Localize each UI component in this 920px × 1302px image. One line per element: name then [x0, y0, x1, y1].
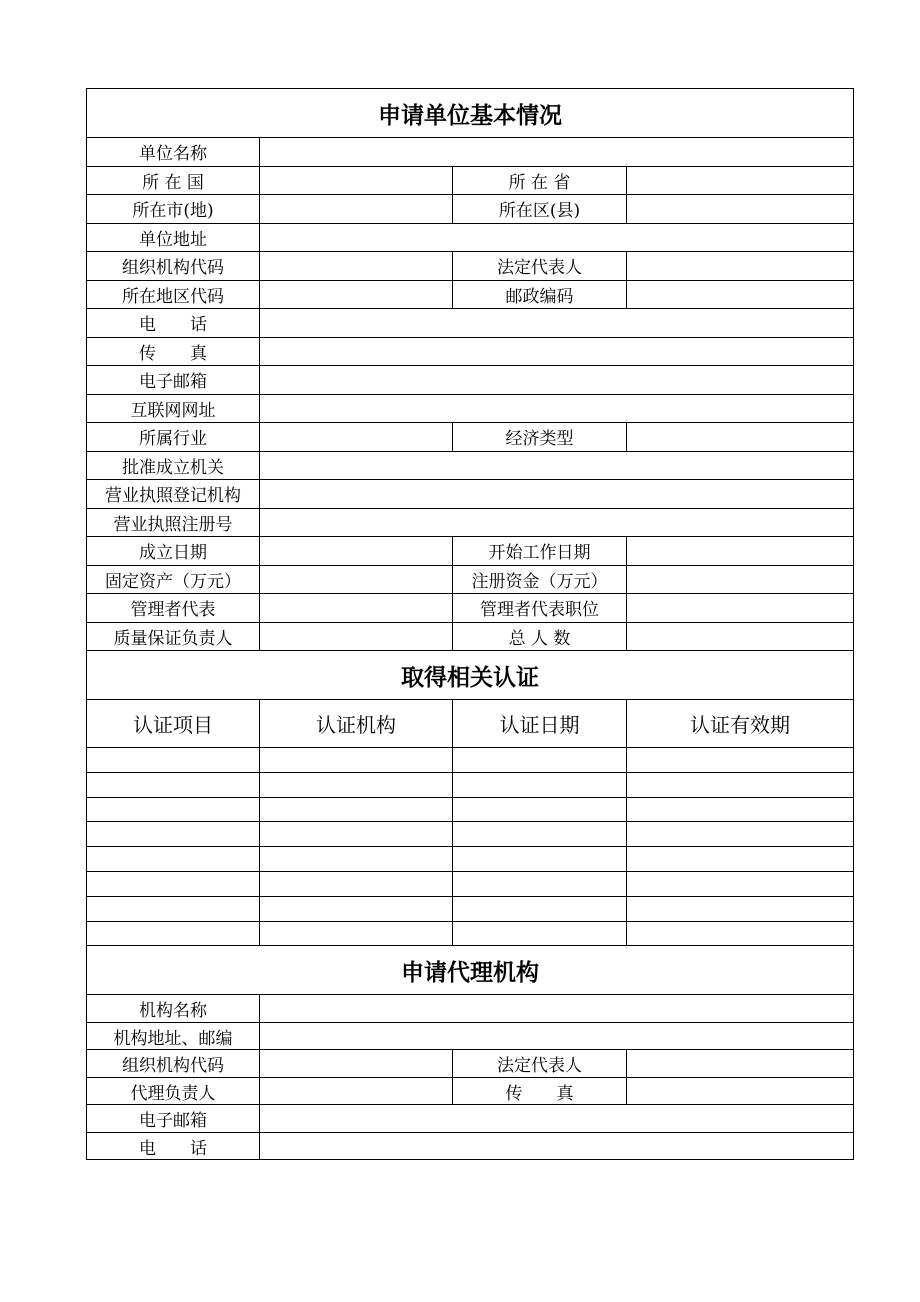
basic-info-label: 邮政编码 [453, 280, 627, 309]
cert-header-row [87, 700, 854, 748]
basic-info-value-field[interactable] [627, 195, 854, 224]
cert-cell[interactable] [87, 896, 260, 921]
basic-info-value-field[interactable] [260, 337, 854, 366]
cert-cell[interactable] [87, 822, 260, 847]
cert-table-row [87, 797, 854, 822]
cert-cell[interactable] [627, 871, 854, 896]
basic-info-row [87, 309, 854, 338]
agency-row [87, 1132, 854, 1160]
section-header-row [87, 89, 854, 138]
basic-info-value-field[interactable] [260, 195, 453, 224]
agency-label: 传 真 [453, 1077, 627, 1105]
cert-table-row [87, 871, 854, 896]
agency-label: 代理负责人 [87, 1077, 260, 1105]
cert-cell[interactable] [260, 871, 453, 896]
basic-info-label: 所在区(县) [453, 195, 627, 224]
basic-info-value-field[interactable] [627, 622, 854, 651]
agency-value-field[interactable] [260, 1050, 453, 1078]
basic-info-row [87, 594, 854, 623]
agency-row [87, 1105, 854, 1133]
basic-info-value-field[interactable] [627, 166, 854, 195]
basic-info-label: 质量保证负责人 [87, 622, 260, 651]
agency-row [87, 1077, 854, 1105]
cert-table-row [87, 748, 854, 773]
agency-value-field[interactable] [260, 1022, 854, 1050]
basic-info-label: 管理者代表 [87, 594, 260, 623]
basic-info-label: 所 在 省 [453, 166, 627, 195]
section-title-agency: 申请代理机构 [87, 946, 854, 995]
cert-cell[interactable] [627, 896, 854, 921]
basic-info-value-field[interactable] [260, 622, 453, 651]
basic-info-row [87, 252, 854, 281]
basic-info-row [87, 366, 854, 395]
agency-label: 机构名称 [87, 995, 260, 1023]
basic-info-value-field[interactable] [260, 451, 854, 480]
basic-info-label: 所在市(地) [87, 195, 260, 224]
cert-column-header: 认证日期 [453, 700, 627, 748]
basic-info-value-field[interactable] [260, 394, 854, 423]
agency-value-field[interactable] [260, 1132, 854, 1160]
agency-label: 组织机构代码 [87, 1050, 260, 1078]
basic-info-value-field[interactable] [627, 280, 854, 309]
basic-info-label: 营业执照注册号 [87, 508, 260, 537]
cert-cell[interactable] [260, 896, 453, 921]
basic-info-label: 所属行业 [87, 423, 260, 452]
basic-info-row [87, 480, 854, 509]
cert-cell[interactable] [260, 822, 453, 847]
basic-info-row [87, 508, 854, 537]
cert-cell[interactable] [260, 921, 453, 946]
section-header-row [87, 651, 854, 700]
cert-cell[interactable] [260, 748, 453, 773]
section-header-row [87, 946, 854, 995]
basic-info-value-field[interactable] [627, 565, 854, 594]
basic-info-value-field[interactable] [260, 423, 453, 452]
cert-cell[interactable] [87, 748, 260, 773]
basic-info-label: 管理者代表职位 [453, 594, 627, 623]
cert-cell[interactable] [453, 896, 627, 921]
cert-column-header: 认证机构 [260, 700, 453, 748]
basic-info-value-field[interactable] [260, 366, 854, 395]
basic-info-value-field[interactable] [260, 594, 453, 623]
basic-info-value-field[interactable] [260, 252, 453, 281]
cert-cell[interactable] [453, 822, 627, 847]
cert-table-row [87, 772, 854, 797]
basic-info-value-field[interactable] [260, 166, 453, 195]
basic-info-label: 互联网网址 [87, 394, 260, 423]
cert-cell[interactable] [627, 748, 854, 773]
cert-table-row [87, 847, 854, 872]
agency-value-field[interactable] [260, 1105, 854, 1133]
basic-info-value-field[interactable] [260, 565, 453, 594]
cert-cell[interactable] [87, 797, 260, 822]
basic-info-value-field[interactable] [260, 480, 854, 509]
basic-info-value-field[interactable] [627, 594, 854, 623]
basic-info-row [87, 195, 854, 224]
agency-value-field[interactable] [627, 1050, 854, 1078]
basic-info-label: 固定资产（万元） [87, 565, 260, 594]
basic-info-label: 法定代表人 [453, 252, 627, 281]
agency-row [87, 1050, 854, 1078]
cert-cell[interactable] [627, 772, 854, 797]
basic-info-row [87, 565, 854, 594]
basic-info-label: 经济类型 [453, 423, 627, 452]
basic-info-label: 单位名称 [87, 138, 260, 167]
basic-info-value-field[interactable] [260, 280, 453, 309]
cert-cell[interactable] [453, 748, 627, 773]
agency-row [87, 995, 854, 1023]
agency-value-field[interactable] [627, 1077, 854, 1105]
cert-cell[interactable] [87, 772, 260, 797]
basic-info-row [87, 537, 854, 566]
cert-cell[interactable] [627, 797, 854, 822]
basic-info-value-field[interactable] [260, 309, 854, 338]
basic-info-row [87, 394, 854, 423]
cert-table-row [87, 822, 854, 847]
basic-info-label: 批准成立机关 [87, 451, 260, 480]
cert-column-header: 认证项目 [87, 700, 260, 748]
basic-info-value-field[interactable] [627, 252, 854, 281]
basic-info-row [87, 337, 854, 366]
basic-info-row [87, 280, 854, 309]
basic-info-row [87, 138, 854, 167]
cert-cell[interactable] [453, 847, 627, 872]
cert-cell[interactable] [260, 797, 453, 822]
cert-cell[interactable] [87, 847, 260, 872]
cert-cell[interactable] [87, 921, 260, 946]
basic-info-value-field[interactable] [260, 508, 854, 537]
basic-info-label: 营业执照登记机构 [87, 480, 260, 509]
basic-info-label: 成立日期 [87, 537, 260, 566]
cert-column-header: 认证有效期 [627, 700, 854, 748]
agency-label: 电 话 [87, 1132, 260, 1160]
cert-cell[interactable] [453, 921, 627, 946]
basic-info-label: 电子邮箱 [87, 366, 260, 395]
cert-table-row [87, 896, 854, 921]
cert-cell[interactable] [627, 847, 854, 872]
basic-info-value-field[interactable] [627, 423, 854, 452]
basic-info-label: 组织机构代码 [87, 252, 260, 281]
cert-table-row [87, 921, 854, 946]
basic-info-label: 电 话 [87, 309, 260, 338]
cert-cell[interactable] [453, 772, 627, 797]
basic-info-row [87, 223, 854, 252]
basic-info-label: 总 人 数 [453, 622, 627, 651]
agency-label: 机构地址、邮编 [87, 1022, 260, 1050]
basic-info-value-field[interactable] [260, 138, 854, 167]
agency-value-field[interactable] [260, 995, 854, 1023]
basic-info-label: 注册资金（万元） [453, 565, 627, 594]
basic-info-label: 所在地区代码 [87, 280, 260, 309]
basic-info-value-field[interactable] [260, 537, 453, 566]
basic-info-row [87, 166, 854, 195]
basic-info-row [87, 423, 854, 452]
basic-info-label: 所 在 国 [87, 166, 260, 195]
application-form-table [86, 88, 854, 1160]
basic-info-row [87, 451, 854, 480]
agency-row [87, 1022, 854, 1050]
agency-label: 电子邮箱 [87, 1105, 260, 1133]
basic-info-value-field[interactable] [627, 537, 854, 566]
basic-info-label: 单位地址 [87, 223, 260, 252]
section-title-basic-info: 申请单位基本情况 [87, 89, 854, 138]
cert-cell[interactable] [87, 871, 260, 896]
cert-cell[interactable] [260, 772, 453, 797]
cert-cell[interactable] [453, 871, 627, 896]
basic-info-value-field[interactable] [260, 223, 854, 252]
basic-info-label: 传 真 [87, 337, 260, 366]
section-title-certifications: 取得相关认证 [87, 651, 854, 700]
basic-info-row [87, 622, 854, 651]
agency-label: 法定代表人 [453, 1050, 627, 1078]
agency-value-field[interactable] [260, 1077, 453, 1105]
basic-info-label: 开始工作日期 [453, 537, 627, 566]
cert-cell[interactable] [627, 921, 854, 946]
cert-cell[interactable] [453, 797, 627, 822]
cert-cell[interactable] [627, 822, 854, 847]
cert-cell[interactable] [260, 847, 453, 872]
